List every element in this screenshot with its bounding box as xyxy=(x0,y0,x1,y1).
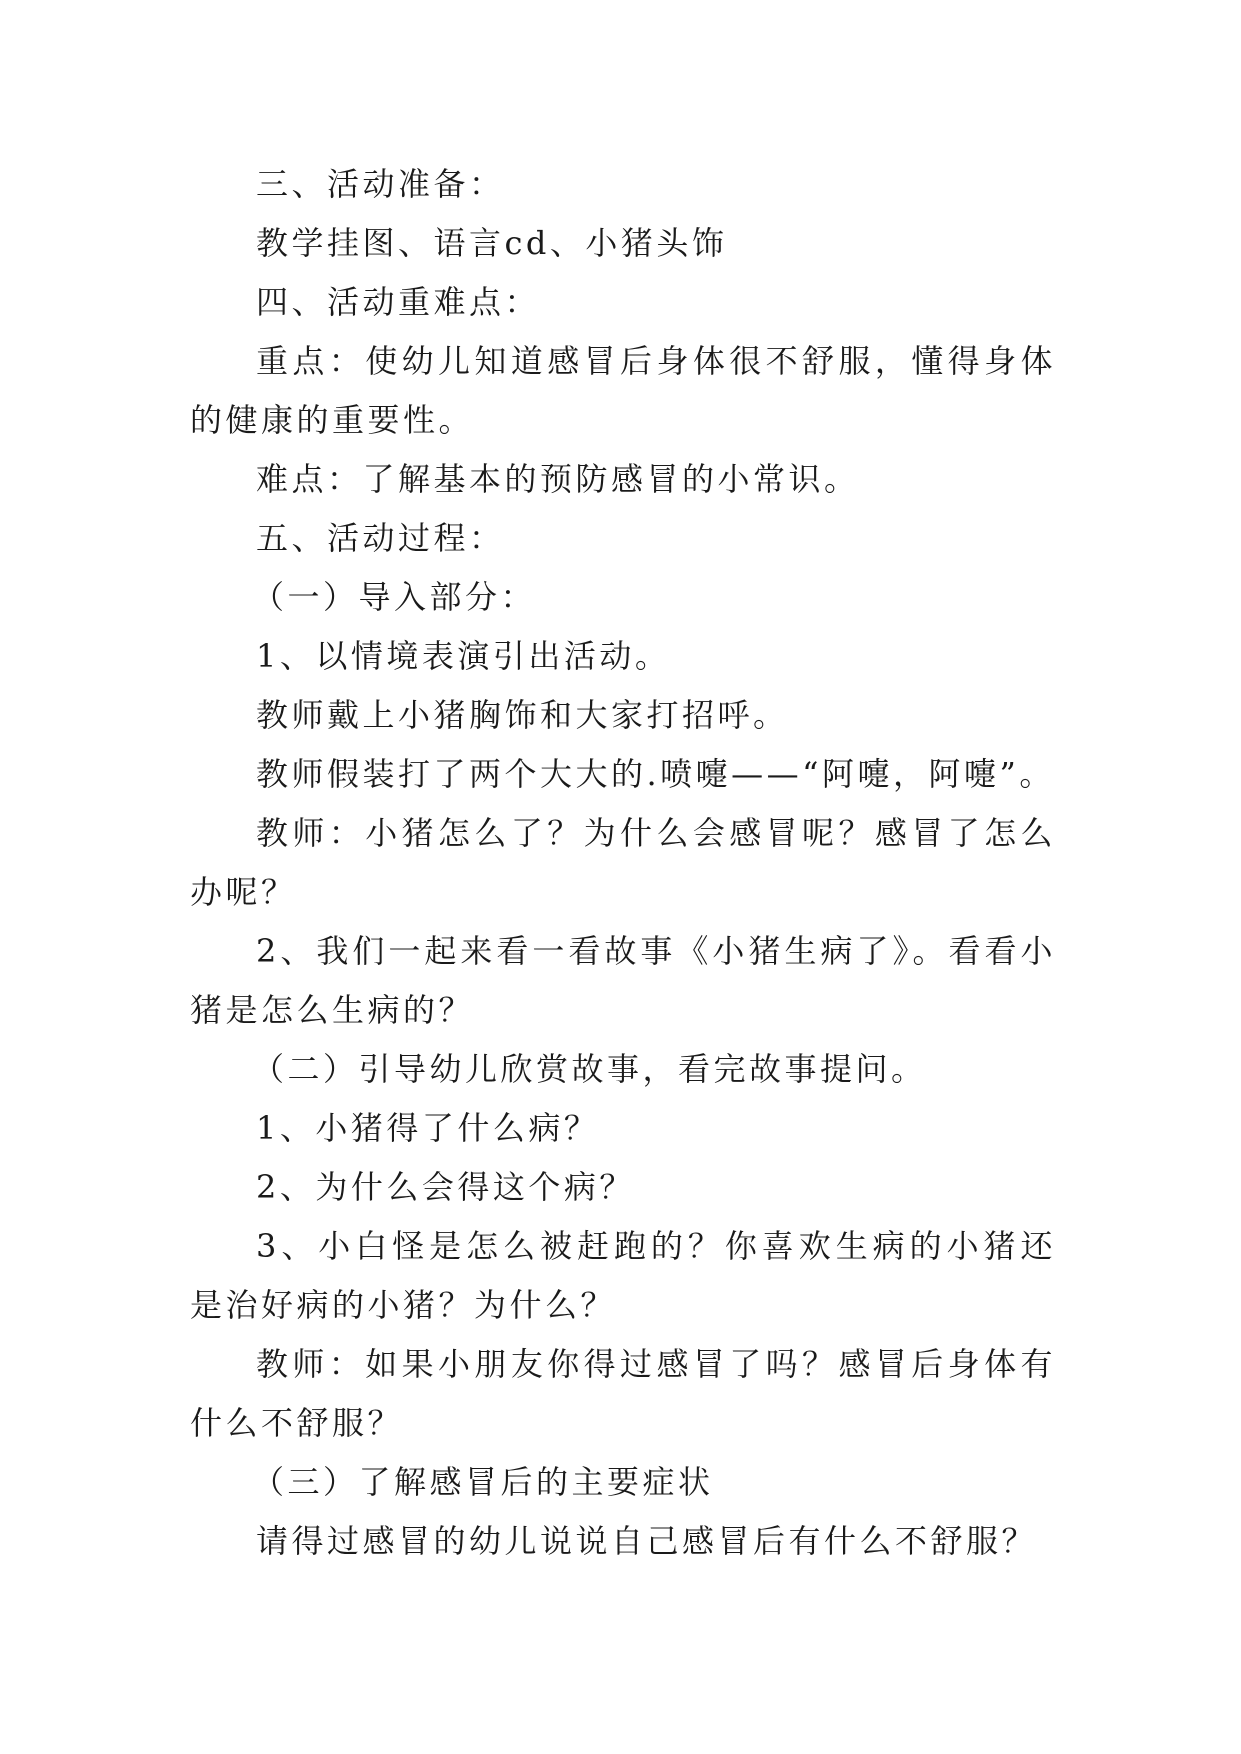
preparation-materials: 教学挂图、语言cd、小猪头饰 xyxy=(256,224,728,262)
body-paragraph: 教师戴上小猪胸饰和大家打招呼。 xyxy=(256,696,789,734)
key-point-text: 重点：使幼儿知道感冒后身体很不舒服，懂得身体的健康的重要性。 xyxy=(190,342,1056,439)
section-heading-preparation: 三、活动准备： xyxy=(256,165,505,203)
subsection-heading-symptoms: （三）了解感冒后的主要症状 xyxy=(252,1463,714,1501)
list-item: 2、我们一起来看一看故事《小猪生病了》。看看小猪是怎么生病的？ xyxy=(190,932,1056,1029)
section-heading-key-points: 四、活动重难点： xyxy=(256,283,541,321)
document-body xyxy=(190,155,1056,1571)
list-item: 2、为什么会得这个病？ xyxy=(256,1168,635,1206)
list-item: 1、以情境表演引出活动。 xyxy=(256,637,671,675)
list-item: 3、小白怪是怎么被赶跑的？你喜欢生病的小猪还是治好病的小猪？为什么？ xyxy=(190,1227,1056,1324)
body-paragraph: 教师：小猪怎么了？为什么会感冒呢？感冒了怎么办呢？ xyxy=(190,814,1056,911)
difficulty-text: 难点：了解基本的预防感冒的小常识。 xyxy=(256,460,860,498)
subsection-heading-story: （二）引导幼儿欣赏故事，看完故事提问。 xyxy=(252,1050,927,1088)
section-heading-process: 五、活动过程： xyxy=(256,519,505,557)
list-item: 1、小猪得了什么病？ xyxy=(256,1109,600,1147)
subsection-heading-intro: （一）导入部分： xyxy=(252,578,537,616)
body-paragraph: 教师假装打了两个大大的.喷嚏——“阿嚏，阿嚏”。 xyxy=(256,755,1055,793)
body-paragraph: 教师：如果小朋友你得过感冒了吗？感冒后身体有什么不舒服？ xyxy=(190,1345,1056,1442)
body-paragraph: 请得过感冒的幼儿说说自己感冒后有什么不舒服？ xyxy=(256,1522,1038,1560)
